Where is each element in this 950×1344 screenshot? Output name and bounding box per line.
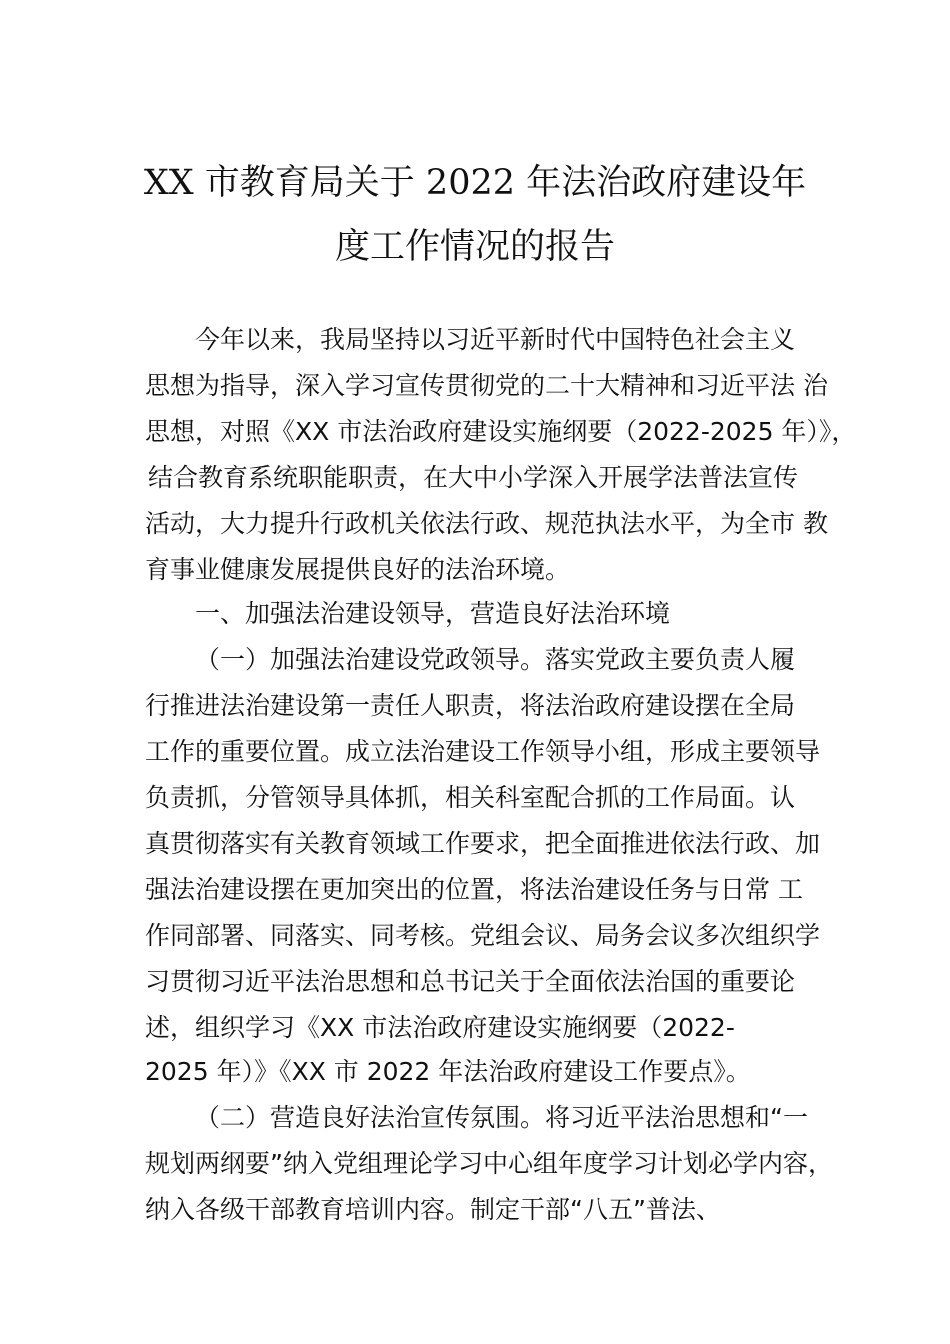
paragraph-line: 真贯彻落实有关教育领域工作要求，把全面推进依法行政、加 [145, 829, 821, 858]
paragraph-line: 活动，大力提升行政机关依法行政、规范执法水平，为全市 教 [145, 509, 828, 538]
section-heading: 一、加强法治建设领导，营造良好法治环境 [195, 599, 671, 628]
paragraph-line: 今年以来，我局坚持以习近平新时代中国特色社会主义 [195, 325, 796, 354]
paragraph-line: 强法治建设摆在更加突出的位置，将法治建设任务与日常 工 [145, 875, 803, 904]
paragraph-line: 育事业健康发展提供良好的法治环境。 [145, 555, 571, 584]
paragraph-line: 工作的重要位置。成立法治建设工作领导小组，形成主要领导 [145, 737, 821, 766]
document-title-line-2: 度工作情况的报告 [334, 227, 615, 267]
document-title-line-1: XX 市教育局关于 2022 年法治政府建设年 [143, 163, 807, 203]
paragraph-line: 2025 年）》《XX 市 2022 年法治政府建设工作要点》。 [145, 1057, 751, 1086]
paragraph-line: 习贯彻习近平法治思想和总书记关于全面依法治国的重要论 [145, 967, 796, 996]
paragraph-line: 负责抓，分管领导具体抓，相关科室配合抓的工作局面。认 [145, 783, 796, 812]
paragraph-line: 作同部署、同落实、同考核。党组会议、局务会议多次组织学 [145, 921, 821, 950]
paragraph-line: 述，组织学习《XX 市法治政府建设实施纲要（2022- [145, 1013, 735, 1042]
paragraph-line: （二）营造良好法治宣传氛围。将习近平法治思想和“一 [195, 1103, 808, 1132]
paragraph-line: 纳入各级干部教育培训内容。制定干部“八五”普法、 [145, 1195, 721, 1224]
paragraph-line: 行推进法治建设第一责任人职责，将法治政府建设摆在全局 [145, 691, 796, 720]
paragraph-line: 思想为指导，深入学习宣传贯彻党的二十大精神和习近平法 治 [145, 371, 828, 400]
paragraph-line: （一）加强法治建设党政领导。落实党政主要负责人履 [195, 645, 796, 674]
paragraph-line: 规划两纲要”纳入党组理论学习中心组年度学习计划必学内容， [145, 1149, 833, 1178]
paragraph-line: 结合教育系统职能职责，在大中小学深入开展学法普法宣传 [148, 463, 799, 492]
paragraph-line: 思想，对照《XX 市法治政府建设实施纲要（2022-2025 年）》， [145, 417, 857, 446]
